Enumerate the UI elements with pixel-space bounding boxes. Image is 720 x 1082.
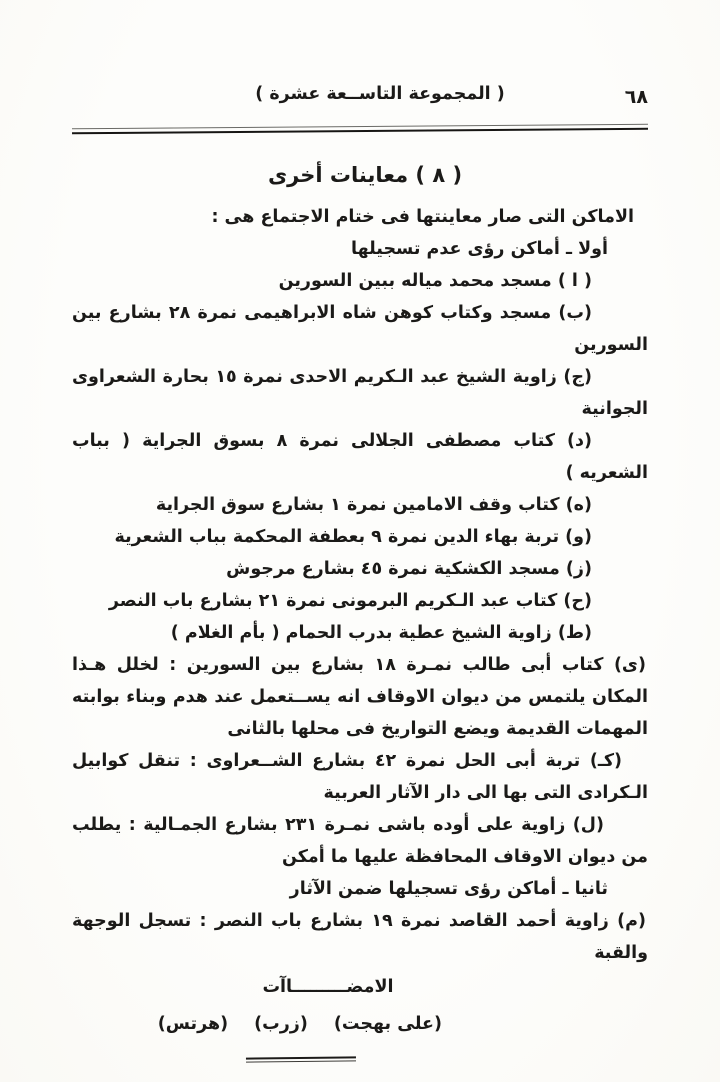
inspection-item [72, 809, 648, 873]
item-label: (ط) [557, 623, 592, 643]
item-text: زاوية على أوده باشى نمـرة ٢٣١ بشارع الجمـالية : يطلب من ديوان الاوقاف المحافظة عليها ما أمكن [72, 815, 648, 867]
first-section-label: أولا ـ أماكن رؤى عدم تسجيلها [351, 239, 608, 259]
item-label: (ب) [558, 303, 592, 323]
inspection-item [72, 521, 648, 553]
document-body [72, 201, 648, 1039]
item-text: تربة بهاء الدين نمرة ٩ بعطفة المحكمة بباب الشعرية [114, 527, 566, 547]
item-text: كتاب أبى طالب نمـرة ١٨ بشارع بين السورين : لخلل هـذا المكان يلتمس من ديوان الاوقاف انه يســتعمل عند هدم وبناء بوابته المهمات القديمة ويضع التواريخ فى محلها بالثانى [72, 655, 648, 739]
inspection-item [72, 553, 648, 585]
page-header [72, 84, 648, 114]
page-number: ٦٨ [624, 86, 648, 108]
item-label: (م) [617, 911, 646, 931]
item-text: كتاب مصطفى الجلالى نمرة ٨ بسوق الجراية ( بباب الشعريه ) [72, 431, 648, 483]
header-rule [72, 124, 648, 136]
inspection-item [72, 489, 648, 521]
signatures-row [72, 1009, 648, 1039]
item-label: (ه) [565, 495, 592, 515]
inspection-item [72, 265, 648, 297]
item-label: (ج) [563, 367, 593, 387]
inspection-item [72, 905, 648, 969]
inspection-item [72, 617, 648, 649]
header-title: ( المجموعة التاســعة عشرة ) [255, 84, 505, 104]
signature: (هرتس) [157, 1014, 229, 1034]
inspection-item [72, 745, 648, 809]
item-label: (ل) [572, 815, 604, 835]
item-label: (كـ) [589, 751, 623, 771]
second-section-label: ثانيا ـ أماكن رؤى تسجيلها ضمن الآثار [289, 879, 608, 899]
signature: (على بهجت) [333, 1014, 442, 1034]
signature: (زرب) [254, 1014, 308, 1034]
item-text: زاوية أحمد القاصد نمرة ١٩ بشارع باب النصر : تسجل الوجهة والقبة [72, 911, 648, 963]
item-text: تربة أبى الحل نمرة ٤٢ بشارع الشــعراوى : تنقل كوابيل الـكرادى التى بها الى دار الآثار العربية [72, 751, 648, 803]
header-rule-thick-line [72, 128, 648, 135]
second-section-items [72, 905, 648, 969]
item-text: مسجد وكتاب كوهن شاه الابراهيمى نمرة ٢٨ بشارع بين السورين [72, 303, 648, 355]
item-text: مسجد محمد مياله ببين السورين [278, 271, 558, 291]
item-text: مسجد الكشكية نمرة ٤٥ بشارع مرجوش [226, 559, 566, 579]
end-rule-thick-line [246, 1056, 356, 1059]
item-label: (ز) [565, 559, 592, 579]
item-text: زاوية الشيخ عطية بدرب الحمام ( بأم الغلام ) [170, 623, 558, 643]
inspection-item [72, 361, 648, 425]
inspection-item [72, 425, 648, 489]
item-text: كتاب عبد الـكريم البرمونى نمرة ٢١ بشارع باب النصر [108, 591, 564, 611]
signatures-heading: الامضـــــــــاآت [262, 977, 394, 997]
item-label: ( ا ) [557, 271, 592, 291]
item-label: (ح) [563, 591, 592, 611]
item-text: كتاب وقف الامامين نمرة ١ بشارع سوق الجراية [155, 495, 566, 515]
first-section-items [72, 265, 648, 873]
item-text: زاوية الشيخ عبد الـكريم الاحدى نمرة ١٥ بحارة الشعراوى الجوانية [72, 367, 648, 419]
intro-line: الاماكن التى صار معاينتها فى ختام الاجتماع هى : [211, 207, 634, 227]
inspection-item [72, 649, 648, 745]
end-rule [246, 1056, 356, 1063]
inspection-item [72, 585, 648, 617]
item-label: (ى) [613, 655, 646, 675]
section-heading: ( ٨ ) معاينات أخرى [267, 163, 463, 187]
item-label: (د) [567, 431, 592, 451]
end-rule-thin-line [246, 1060, 356, 1062]
inspection-item [72, 297, 648, 361]
item-label: (و) [565, 527, 592, 547]
